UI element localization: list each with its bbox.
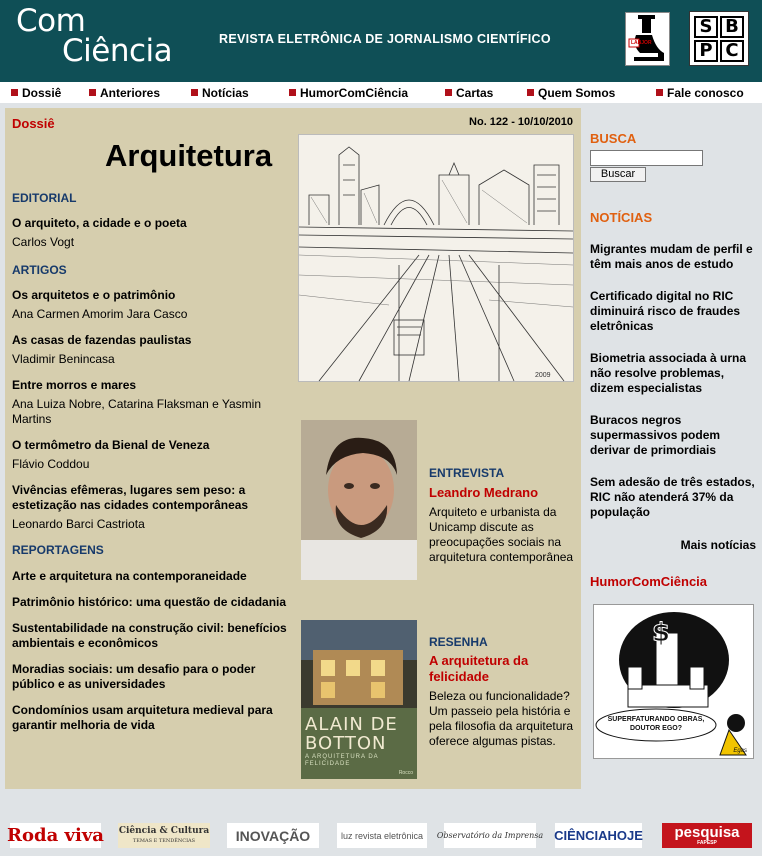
sbpc-letter-b: B (720, 16, 744, 38)
labjor-logo[interactable] (625, 12, 670, 66)
comciencia-logo[interactable] (16, 3, 173, 69)
cartoon-signature: Egas (733, 748, 747, 754)
logo-line-1: Com (16, 3, 86, 39)
book-cover-image[interactable] (301, 620, 417, 779)
artigo-title-link[interactable]: Os arquitetos e o patrimônio (12, 288, 176, 302)
news-item-link[interactable]: Buracos negros supermassivos podem derivar de primordiais (590, 413, 721, 457)
portrait-image (301, 420, 417, 580)
nav-fale-conosco[interactable]: Fale conosco (656, 86, 744, 100)
pesquisa-title: pesquisa (674, 823, 740, 841)
sbpc-logo[interactable] (689, 11, 749, 66)
noticias-heading: NOTÍCIAS (590, 210, 653, 225)
nav-anteriores[interactable]: Anteriores (89, 86, 160, 100)
news-item-link[interactable]: Migrantes mudam de perfil e têm mais anos de estudo (590, 242, 753, 271)
nav-quem-somos[interactable]: Quem Somos (527, 86, 615, 100)
sketch-signature: 2009 (535, 372, 551, 379)
resenha-kicker: RESENHA (429, 635, 488, 649)
reportagem-link[interactable]: Sustentabilidade na construção civil: benefícios ambientais e econômicos (12, 621, 287, 650)
nav-noticias[interactable]: Notícias (191, 86, 249, 100)
sbpc-letter-p: P (694, 40, 718, 62)
main-nav (0, 82, 762, 103)
search-input[interactable] (590, 150, 703, 166)
artigo-title-link[interactable]: Entre morros e mares (12, 378, 137, 392)
artigo-title-link[interactable]: As casas de fazendas paulistas (12, 333, 192, 347)
observatorio-imprensa-logo[interactable]: Observatório da Imprensa (444, 823, 536, 848)
reportagem-link[interactable]: Arte e arquitetura na contemporaneidade (12, 569, 247, 583)
site-header (0, 0, 762, 82)
cover-author-line-2: BOTTON (305, 733, 387, 754)
dossie-panel (5, 108, 581, 789)
pesquisa-subtitle: FAPESP (697, 839, 717, 846)
resenha-summary: Beleza ou funcionalidade? Um passeio pela história e pela filosofia da arquitetura oferece algumas pistas. (429, 689, 574, 748)
cover-publisher: Rocco (398, 770, 413, 776)
editorial-title-link[interactable]: O arquiteto, a cidade e o poeta (12, 216, 187, 230)
labjor-label: LABJOR (631, 40, 652, 46)
cartoon-caption: SUPERFATURANDO OBRAS, DOUTOR EGO? (607, 716, 705, 732)
entrevista-name-link[interactable]: Leandro Medrano (429, 485, 539, 500)
editorial-author: Carlos Vogt (12, 235, 75, 249)
cover-book-title: A ARQUITETURA DA FELICIDADE (305, 754, 379, 767)
nav-cartas[interactable]: Cartas (445, 86, 493, 100)
artigo-author: Ana Luiza Nobre, Catarina Flaksman e Yasmin Martins (12, 397, 262, 426)
news-item-link[interactable]: Biometria associada à urna não resolve problemas, dizem especialistas (590, 351, 747, 395)
luz-revista-logo[interactable]: luz revista eletrônica (337, 823, 427, 848)
artigo-title-link[interactable]: O termômetro da Bienal de Veneza (12, 438, 210, 452)
ciencia-cultura-title: Ciência & Cultura (118, 825, 210, 836)
nav-dossie[interactable]: Dossiê (11, 86, 61, 100)
busca-heading: BUSCA (590, 131, 637, 146)
page-title: Arquitetura (105, 138, 273, 173)
reportagem-link[interactable]: Patrimônio histórico: uma questão de cidadania (12, 595, 287, 609)
artigo-author: Vladimir Benincasa (12, 352, 115, 366)
section-label: Dossiê (12, 116, 55, 131)
cartoon-drawing (594, 605, 753, 758)
site-tagline: REVISTA ELETRÔNICA DE JORNALISMO CIENTÍFICO (219, 32, 551, 46)
more-news-link[interactable]: Mais notícias (680, 538, 756, 552)
artigo-author: Flávio Coddou (12, 457, 90, 471)
pesquisa-fapesp-logo[interactable] (662, 823, 752, 848)
news-item-link[interactable]: Certificado digital no RIC diminuirá risco de fraudes eletrônicas (590, 289, 741, 333)
humor-cartoon-image[interactable] (593, 604, 754, 759)
humor-heading: HumorComCiência (590, 574, 708, 589)
nav-humorcomciencia[interactable]: HumorComCiência (289, 86, 408, 100)
reportagens-heading: REPORTAGENS (12, 543, 104, 557)
resenha-title-link[interactable]: A arquitetura da felicidade (429, 653, 529, 684)
architecture-sketch-image[interactable] (298, 134, 574, 382)
artigo-author: Ana Carmen Amorim Jara Casco (12, 307, 188, 321)
cover-author-line-1: ALAIN DE (305, 714, 398, 735)
issue-number: No. 122 - 10/10/2010 (469, 116, 573, 128)
inovacao-logo[interactable]: INOVAÇÃO (227, 823, 319, 848)
sbpc-letter-s: S (694, 16, 718, 38)
artigo-author: Leonardo Barci Castriota (12, 517, 145, 531)
sbpc-letter-grid (694, 16, 744, 61)
reportagem-link[interactable]: Condomínios usam arquitetura medieval para garantir melhoria de vida (12, 703, 273, 732)
sbpc-letter-c: C (720, 40, 744, 62)
search-button[interactable]: Buscar (590, 167, 646, 182)
interviewee-photo[interactable] (301, 420, 417, 580)
artigo-title-link[interactable]: Vivências efêmeras, lugares sem peso: a estetização nas cidades contemporâneas (12, 483, 249, 512)
news-item-link[interactable]: Sem adesão de três estados, RIC não atenderá 37% da população (590, 475, 755, 519)
ciencia-cultura-logo[interactable] (118, 823, 210, 848)
entrevista-summary: Arquiteto e urbanista da Unicamp discute as preocupações sociais na arquitetura contemporânea (429, 505, 574, 564)
ciencia-cultura-subtitle: TEMAS E TENDÊNCIAS (132, 837, 196, 844)
entrevista-kicker: ENTREVISTA (429, 466, 505, 480)
ciencia-hoje-logo[interactable]: CIÊNCIAHOJE (555, 823, 642, 848)
artigos-heading: ARTIGOS (12, 263, 67, 277)
logo-line-2: Ciência (62, 33, 173, 69)
editorial-heading: EDITORIAL (12, 191, 77, 205)
reportagem-link[interactable]: Moradias sociais: um desafio para o poder público e as universidades (12, 662, 256, 691)
sketch-drawing (299, 135, 573, 381)
roda-viva-logo[interactable]: Roda viva (7, 825, 104, 846)
svg-text:$: $ (652, 618, 671, 648)
